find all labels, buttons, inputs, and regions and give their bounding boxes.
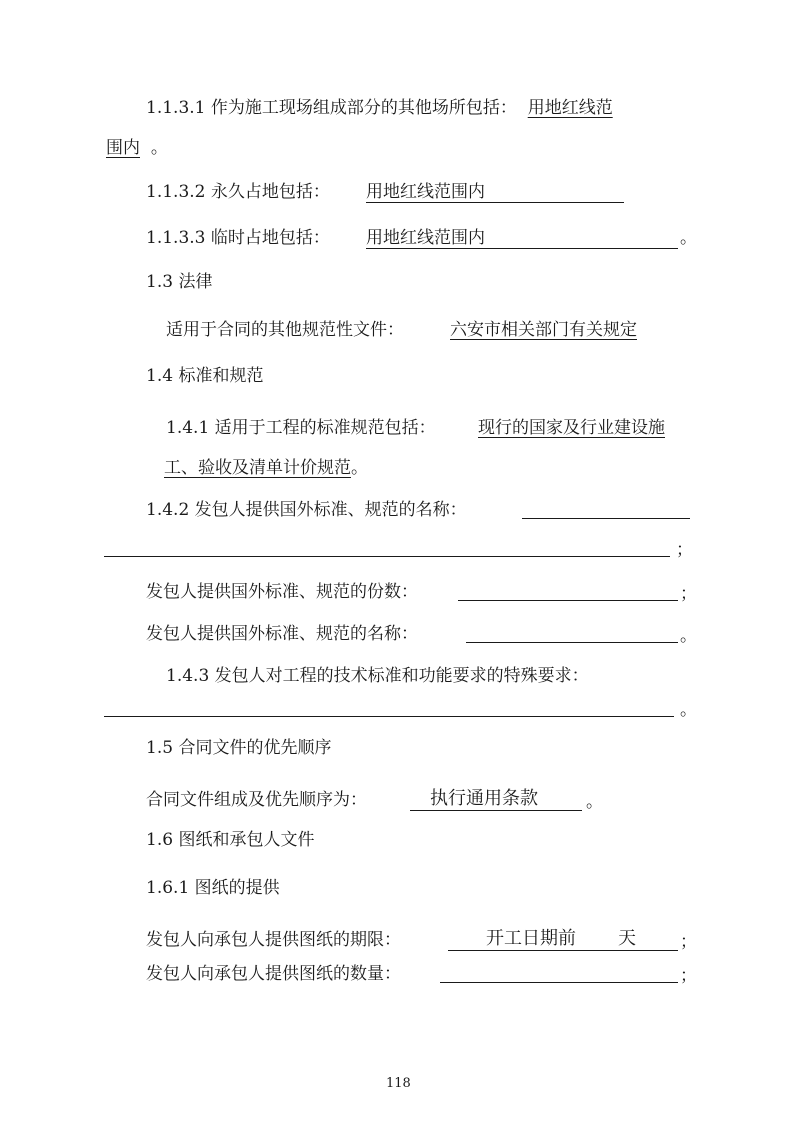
clause-label: 1.4.2 发包人提供国外标准、规范的名称： [146, 500, 467, 520]
blank-field [440, 982, 678, 983]
underline [366, 202, 624, 203]
clause-1-4-2-copies [146, 580, 418, 604]
line-end: ； [680, 584, 697, 604]
clause-1-1-3-2-value [366, 180, 485, 204]
clause-label: 发包人向承包人提供图纸的数量： [146, 964, 401, 984]
underline [366, 248, 678, 249]
line-end: ； [676, 540, 693, 560]
clause-1-4-2 [146, 498, 467, 522]
section-heading-1-4: 1.4 标准和规范 [146, 366, 264, 386]
line-end: 。 [680, 626, 697, 646]
clause-1-4-1-cont [164, 456, 368, 480]
period-value-a: 开工日期前 [486, 928, 576, 949]
clause-1-6-1-period [146, 928, 401, 952]
blank-field [466, 642, 678, 643]
clause-label: 1.1.3.1 作为施工现场组成部分的其他场所包括： [146, 98, 517, 118]
underline [448, 950, 678, 951]
clause-1-6-1-quantity [146, 962, 401, 986]
clause-1-5-order-value [430, 787, 538, 811]
line-end: 。 [680, 228, 697, 248]
field-value: 六安市相关部门有关规定 [450, 320, 637, 340]
clause-1-1-3-2 [146, 180, 330, 204]
clause-1-1-3-1-cont [106, 136, 168, 160]
clause-label: 适用于合同的其他规范性文件： [166, 320, 404, 340]
clause-1-1-3-1 [146, 96, 613, 120]
field-value: 执行通用条款 [430, 788, 538, 809]
blank-field [458, 600, 678, 601]
section-heading-1-3: 1.3 法律 [146, 272, 213, 292]
period-value-b: 天 [618, 928, 636, 949]
clause-1-4-3 [166, 664, 589, 688]
clause-label: 发包人提供国外标准、规范的份数： [146, 582, 418, 602]
field-value: 用地红线范围内 [366, 182, 485, 202]
clause-1-3-docs-value [450, 318, 637, 342]
clause-label: 发包人向承包人提供图纸的期限： [146, 930, 401, 950]
clause-label: 1.4.1 适用于工程的标准规范包括： [166, 418, 436, 438]
field-value-cont: 围内 [106, 138, 140, 158]
clause-1-5-order [146, 788, 367, 812]
line-end: 。 [586, 792, 603, 812]
clause-1-1-3-3-value [366, 226, 485, 250]
field-value: 用地红线范围内 [366, 228, 485, 248]
underline [410, 810, 582, 811]
field-value: 用地红线范 [527, 98, 613, 118]
clause-1-4-1-value [478, 416, 665, 440]
blank-field [104, 556, 670, 557]
clause-1-3-docs [166, 318, 404, 342]
line-end: 。 [150, 138, 168, 158]
line-end: 。 [351, 458, 368, 478]
clause-label: 合同文件组成及优先顺序为： [146, 790, 367, 810]
line-end: ； [680, 966, 697, 986]
clause-label: 发包人提供国外标准、规范的名称： [146, 624, 418, 644]
clause-label: 1.4.3 发包人对工程的技术标准和功能要求的特殊要求： [166, 666, 589, 686]
clause-label: 1.1.3.2 永久占地包括： [146, 182, 330, 202]
clause-1-1-3-3 [146, 226, 330, 250]
blank-field [104, 716, 674, 717]
field-value: 现行的国家及行业建设施 [478, 418, 665, 438]
section-heading-1-5: 1.5 合同文件的优先顺序 [146, 738, 332, 758]
section-heading-1-6: 1.6 图纸和承包人文件 [146, 830, 315, 850]
field-value-cont: 工、验收及清单计价规范 [164, 458, 351, 478]
line-end: ； [680, 932, 697, 952]
blank-field [522, 518, 690, 519]
clause-label: 1.1.3.3 临时占地包括： [146, 228, 330, 248]
line-end: 。 [680, 700, 697, 720]
page-number: 118 [386, 1076, 411, 1091]
clause-1-4-1 [166, 416, 436, 440]
clause-1-4-2-name [146, 622, 418, 646]
section-heading-1-6-1: 1.6.1 图纸的提供 [146, 878, 280, 898]
